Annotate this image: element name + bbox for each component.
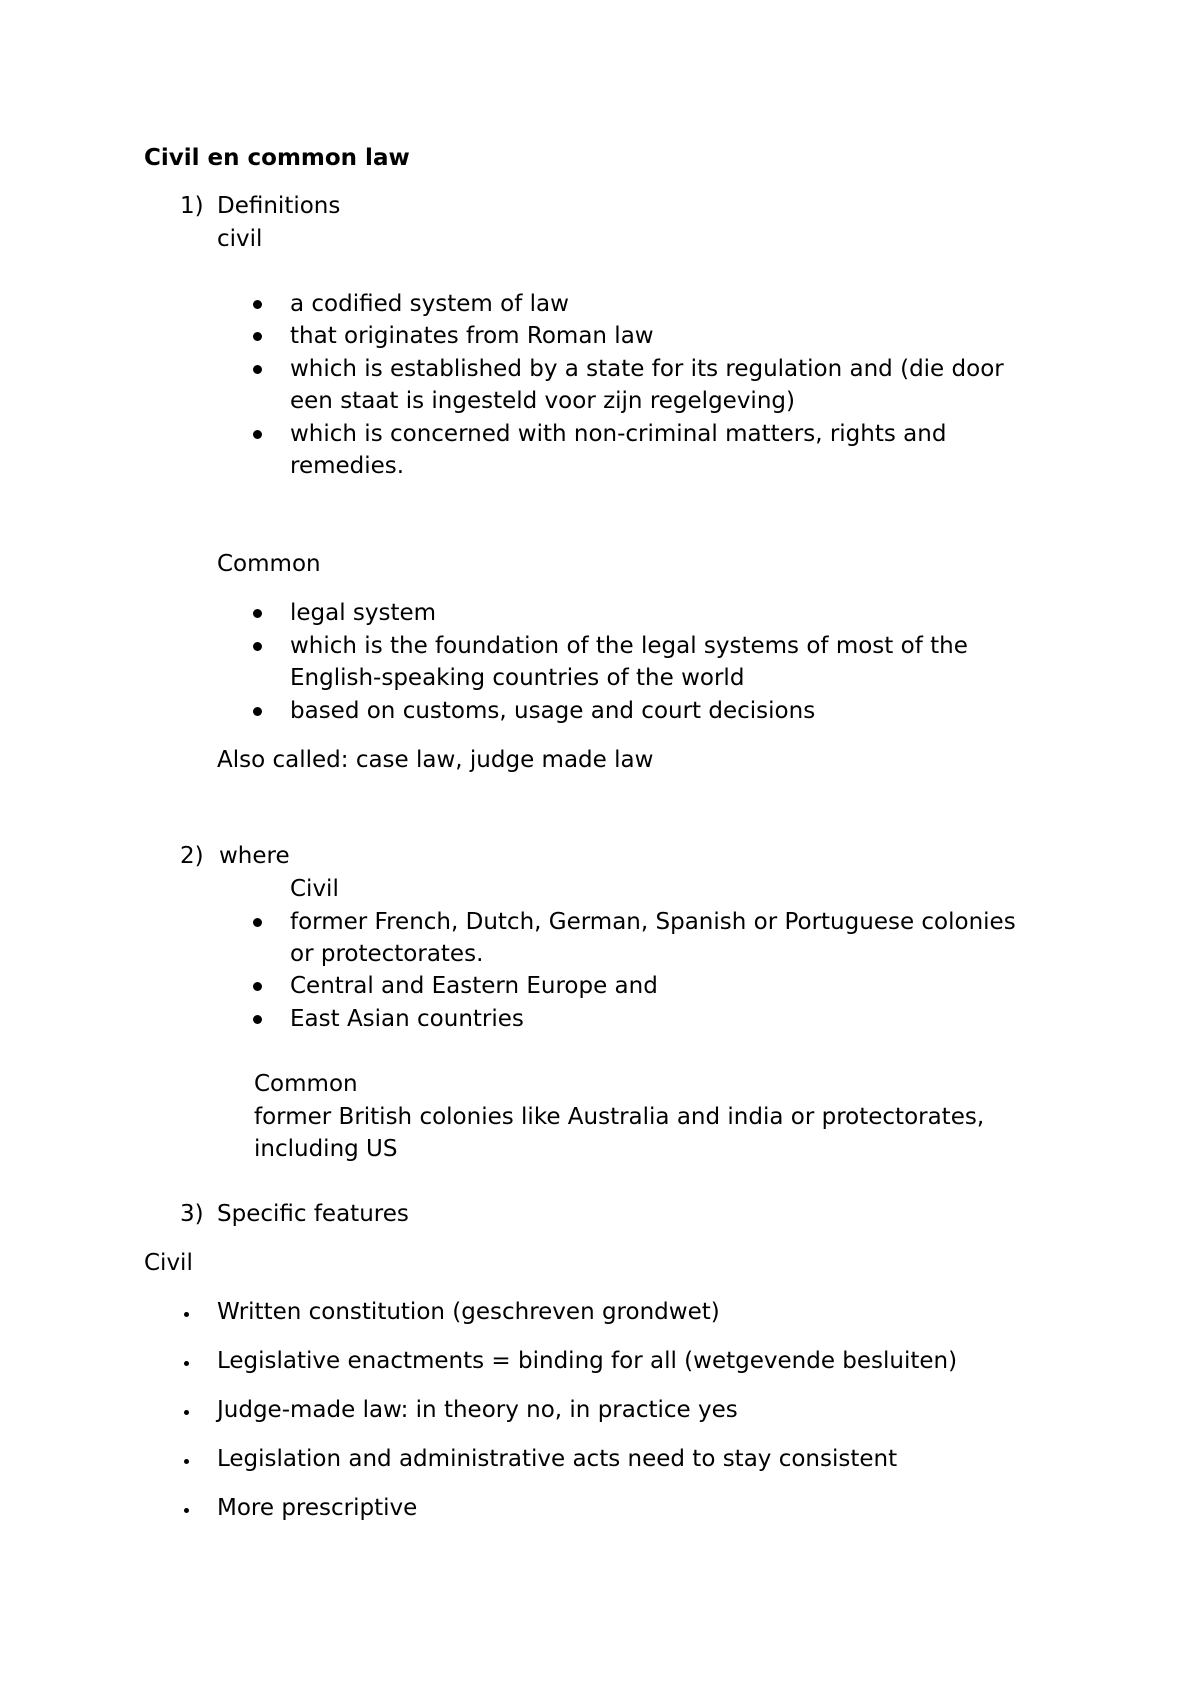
- bullet-icon: [184, 1410, 189, 1415]
- list-item-continuation: remedies.: [290, 453, 405, 479]
- list-item: a codified system of law: [290, 291, 569, 317]
- list-item: Written constitution (geschreven grondwet): [217, 1299, 720, 1325]
- section-2-civil-label: Civil: [290, 876, 339, 902]
- list-item-continuation: or protectorates.: [290, 941, 484, 967]
- bullet-icon: [253, 982, 262, 991]
- section-2-heading: where: [219, 843, 290, 869]
- bullet-icon: [253, 430, 262, 439]
- bullet-icon: [184, 1508, 189, 1513]
- list-item: Central and Eastern Europe and: [290, 973, 658, 999]
- list-item: that originates from Roman law: [290, 323, 654, 349]
- bullet-icon: [253, 332, 262, 341]
- list-item: which is the foundation of the legal systems of most of the: [290, 633, 968, 659]
- list-item: More prescriptive: [217, 1495, 418, 1521]
- section-2-common-text: including US: [254, 1136, 398, 1162]
- bullet-icon: [253, 609, 262, 618]
- document-title: Civil en common law: [144, 145, 410, 171]
- bullet-icon: [253, 707, 262, 716]
- section-2-number: 2): [180, 843, 204, 869]
- list-item: legal system: [290, 600, 437, 626]
- section-3-number: 3): [180, 1201, 204, 1227]
- list-item-continuation: een staat is ingesteld voor zijn regelgeving): [290, 388, 795, 414]
- section-1-common-label: Common: [217, 551, 321, 577]
- also-called-note: Also called: case law, judge made law: [217, 747, 654, 773]
- list-item: based on customs, usage and court decisions: [290, 698, 816, 724]
- bullet-icon: [253, 918, 262, 927]
- list-item-continuation: English-speaking countries of the world: [290, 665, 745, 691]
- bullet-icon: [184, 1361, 189, 1366]
- section-3-heading: Specific features: [217, 1201, 409, 1227]
- bullet-icon: [253, 642, 262, 651]
- list-item: Judge-made law: in theory no, in practice yes: [217, 1397, 738, 1423]
- section-3-civil-label: Civil: [144, 1250, 193, 1276]
- list-item: former French, Dutch, German, Spanish or Portuguese colonies: [290, 909, 1016, 935]
- list-item: Legislation and administrative acts need to stay consistent: [217, 1446, 898, 1472]
- bullet-icon: [253, 365, 262, 374]
- section-1-civil-label: civil: [217, 226, 263, 252]
- list-item: East Asian countries: [290, 1006, 524, 1032]
- list-item: which is concerned with non-criminal matters, rights and: [290, 421, 947, 447]
- section-1-number: 1): [180, 193, 204, 219]
- section-1-heading: Definitions: [217, 193, 341, 219]
- bullet-icon: [184, 1459, 189, 1464]
- list-item: which is established by a state for its regulation and (die door: [290, 356, 1004, 382]
- bullet-icon: [253, 1015, 262, 1024]
- bullet-icon: [184, 1312, 189, 1317]
- section-2-common-label: Common: [254, 1071, 358, 1097]
- list-item: Legislative enactments = binding for all (wetgevende besluiten): [217, 1348, 958, 1374]
- section-2-common-text: former British colonies like Australia and india or protectorates,: [254, 1104, 985, 1130]
- bullet-icon: [253, 300, 262, 309]
